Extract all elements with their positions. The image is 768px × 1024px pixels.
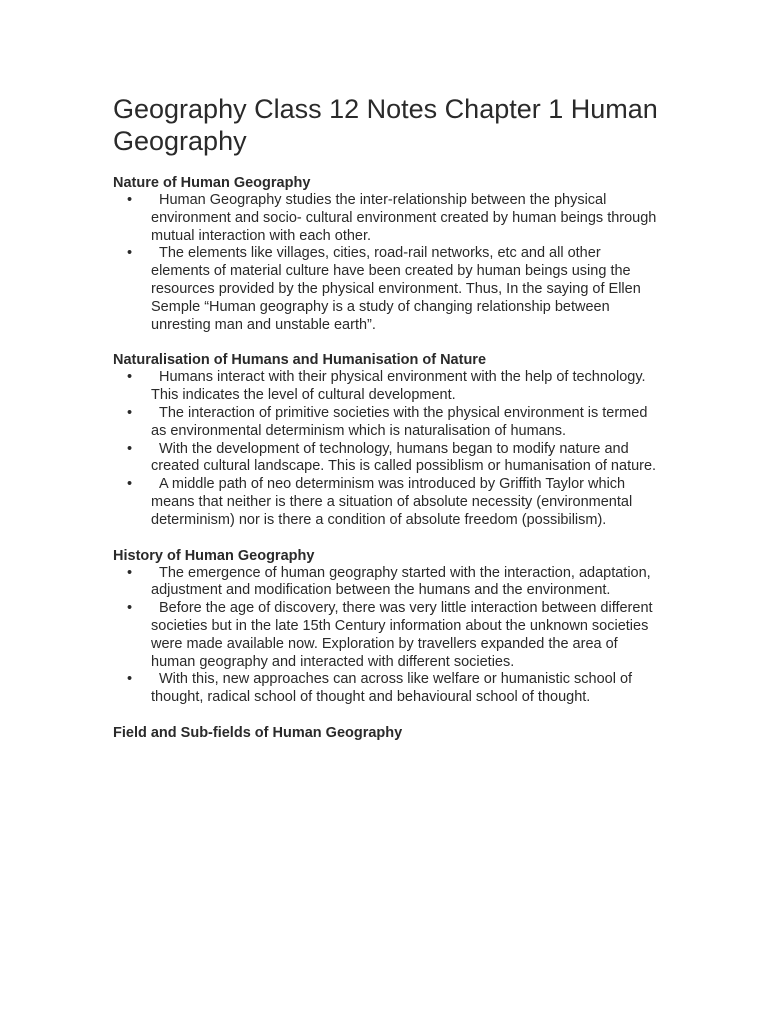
- bullet-list-history: [113, 565, 658, 707]
- list-item-text: A middle path of neo determinism was introduced by Griffith Taylor which means that neither is there a situation of absolute necessity (environmental determinism) nor is there a condition of absolute freedom (possibilism).: [151, 476, 633, 528]
- bullet-icon: •: [127, 369, 133, 386]
- bullet-icon: •: [127, 192, 133, 208]
- bullet-list-nature: [113, 192, 658, 334]
- bullet-icon: •: [127, 564, 133, 581]
- list-item-text: Human Geography studies the inter-relationship between the physical environment and socio- cultural environment created by human beings through mutual interaction with each other.: [151, 192, 657, 244]
- list-item: [113, 565, 658, 601]
- list-item: [113, 405, 658, 441]
- section-heading-history: History of Human Geography: [113, 547, 315, 564]
- list-item-text: Before the age of discovery, there was very little interaction between different societies but in the late 15th Century information about the unknown societies were made available now. Exploration by travellers expanded the area of human geography and interacted with different societies.: [151, 600, 653, 670]
- list-item: [113, 476, 658, 529]
- section-heading-naturalisation: Naturalisation of Humans and Humanisation of Nature: [113, 352, 487, 369]
- bullet-icon: •: [127, 440, 133, 457]
- list-item: [113, 441, 658, 477]
- bullet-icon: •: [127, 671, 133, 688]
- list-item-text: With this, new approaches can across like welfare or humanistic school of thought, radical school of thought and behavioural school of thought.: [151, 671, 633, 706]
- section-heading-nature: Nature of Human Geography: [113, 175, 311, 191]
- bullet-icon: •: [127, 404, 133, 421]
- list-item: [113, 369, 658, 405]
- list-item-text: The emergence of human geography started with the interaction, adaptation, adjustment and modification between the humans and the environment.: [151, 564, 651, 599]
- section-heading-fields: Field and Sub-fields of Human Geography: [113, 724, 403, 741]
- list-item: [113, 600, 658, 671]
- list-item-text: The elements like villages, cities, road-rail networks, etc and all other elements of material culture have been created by human beings using the resources provided by the physical environment. Thus, In the saying of Ellen Semple “Human geography is a study of changing relationship between unresting man and unstable earth”.: [151, 245, 641, 333]
- list-item: [113, 245, 658, 334]
- list-item: [113, 192, 658, 245]
- list-item: [113, 671, 658, 707]
- page-title: Geography Class 12 Notes Chapter 1 Human Geography: [113, 94, 658, 156]
- list-item-text: The interaction of primitive societies with the physical environment is termed as environmental determinism which is naturalisation of humans.: [151, 404, 648, 439]
- bullet-icon: •: [127, 245, 133, 262]
- list-item-text: Humans interact with their physical environment with the help of technology. This indicates the level of cultural development.: [151, 369, 646, 404]
- document-page: [113, 93, 658, 742]
- bullet-list-naturalisation: [113, 369, 658, 529]
- bullet-icon: •: [127, 600, 133, 617]
- list-item-text: With the development of technology, humans began to modify nature and created cultural landscape. This is called possiblism or humanisation of nature.: [151, 440, 657, 475]
- bullet-icon: •: [127, 476, 133, 493]
